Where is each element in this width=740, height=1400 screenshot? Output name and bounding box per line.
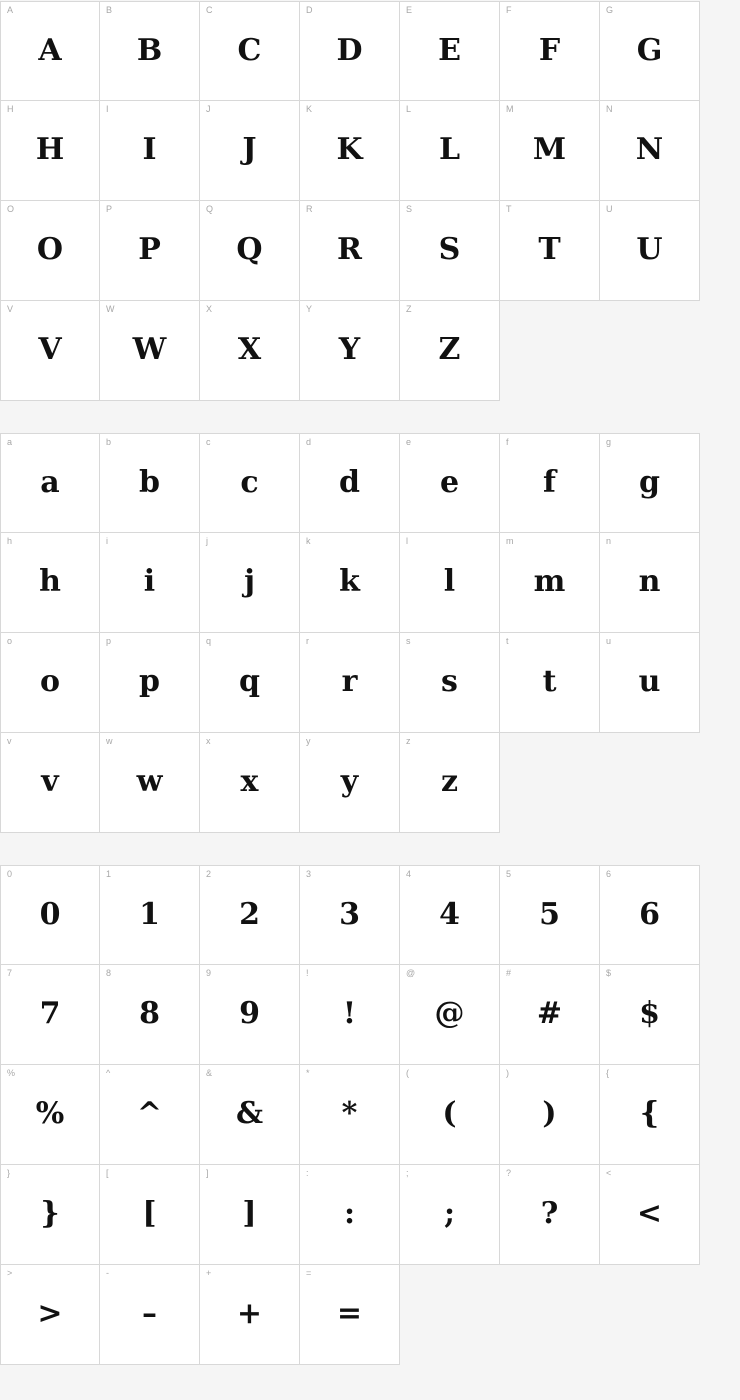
glyph-code-label: Z [406, 304, 412, 314]
glyph-character: W [132, 332, 167, 367]
glyph-character: m [533, 564, 566, 599]
glyph-character: X [237, 332, 262, 367]
glyph-cell[interactable] [100, 733, 200, 833]
glyph-cell[interactable] [100, 865, 200, 965]
glyph-code-label: C [206, 5, 213, 15]
glyph-code-label: X [206, 304, 213, 314]
glyph-character: k [339, 564, 360, 599]
glyph-character: ; [443, 1196, 456, 1231]
glyph-cell[interactable] [300, 301, 400, 401]
glyph-code-label: ! [306, 968, 309, 978]
glyph-code-label: ; [406, 1168, 409, 1178]
glyph-code-label: x [206, 736, 211, 746]
glyph-character: T [538, 232, 561, 267]
glyph-code-label: n [606, 536, 612, 546]
glyph-cell[interactable] [400, 633, 500, 733]
glyph-cell[interactable] [500, 865, 600, 965]
glyph-code-label: # [506, 968, 512, 978]
glyph-code-label: y [306, 736, 311, 746]
glyph-character: ? [540, 1196, 559, 1231]
glyph-character: ( [442, 1096, 457, 1131]
glyph-cell[interactable] [300, 101, 400, 201]
glyph-cell[interactable] [400, 201, 500, 301]
glyph-code-label: u [606, 636, 612, 646]
glyph-code-label: G [606, 5, 614, 15]
glyph-cell[interactable] [500, 1165, 600, 1265]
glyph-cell[interactable] [0, 1165, 100, 1265]
glyph-code-label: 7 [7, 968, 13, 978]
glyph-cell[interactable] [300, 533, 400, 633]
glyph-character: Y [338, 332, 361, 367]
glyph-character: 3 [339, 896, 360, 932]
glyph-character: L [438, 132, 461, 167]
glyph-code-label: 6 [606, 869, 612, 879]
glyph-cell[interactable] [400, 1065, 500, 1165]
glyph-code-label: I [106, 104, 109, 114]
glyph-cell[interactable] [300, 733, 400, 833]
glyph-character: { [639, 1096, 660, 1131]
glyph-code-label: < [606, 1168, 612, 1178]
glyph-character: ] [242, 1196, 257, 1231]
glyph-character: F [538, 32, 561, 68]
glyph-character: Z [438, 332, 461, 367]
glyph-code-label: { [606, 1068, 610, 1078]
glyph-code-label: w [106, 736, 113, 746]
glyph-character: $ [639, 996, 660, 1031]
glyph-character: x [240, 764, 259, 799]
glyph-code-label: F [506, 5, 512, 15]
glyph-character: l [443, 564, 456, 599]
glyph-code-label: z [406, 736, 411, 746]
glyph-character: # [536, 996, 563, 1031]
glyph-cell[interactable] [400, 301, 500, 401]
glyph-character: 9 [239, 996, 260, 1031]
glyph-cell[interactable] [200, 533, 300, 633]
glyph-cell[interactable] [300, 1265, 400, 1365]
glyph-code-label: ? [506, 1168, 512, 1178]
glyph-character: w [136, 764, 163, 799]
glyph-cell[interactable] [200, 965, 300, 1065]
glyph-cell[interactable] [100, 201, 200, 301]
glyph-code-label: D [306, 5, 313, 15]
glyph-cell[interactable] [0, 433, 100, 533]
glyph-character: R [337, 232, 362, 267]
glyph-character: – [142, 1296, 157, 1331]
glyph-cell[interactable] [300, 201, 400, 301]
glyph-code-label: - [106, 1268, 109, 1278]
glyph-character: G [636, 32, 663, 68]
glyph-character: 0 [39, 896, 61, 932]
glyph-cell[interactable] [0, 733, 100, 833]
glyph-code-label: Q [206, 204, 214, 214]
symbols-glyph-grid [0, 865, 740, 1365]
glyph-code-label: L [406, 104, 412, 114]
glyph-character: g [639, 464, 660, 500]
glyph-code-label: 8 [106, 968, 112, 978]
glyph-cell[interactable] [400, 865, 500, 965]
glyph-cell[interactable] [100, 1265, 200, 1365]
lowercase-glyph-grid [0, 433, 740, 833]
glyph-cell[interactable] [200, 1, 300, 101]
glyph-character: : [343, 1196, 356, 1231]
glyph-character: 4 [439, 896, 460, 932]
glyph-code-label: + [206, 1268, 212, 1278]
glyph-cell[interactable] [300, 965, 400, 1065]
glyph-code-label: d [306, 437, 312, 447]
glyph-code-label: & [206, 1068, 213, 1078]
glyph-cell[interactable] [500, 1065, 600, 1165]
glyph-code-label: W [106, 304, 115, 314]
glyph-code-label: m [506, 536, 514, 546]
glyph-code-label: Y [306, 304, 313, 314]
glyph-code-label: P [106, 204, 113, 214]
glyph-cell[interactable] [100, 1, 200, 101]
glyph-code-label: r [306, 636, 309, 646]
glyph-cell[interactable] [600, 433, 700, 533]
glyph-character: i [143, 564, 156, 599]
glyph-code-label: o [7, 636, 13, 646]
glyph-cell[interactable] [200, 301, 300, 401]
glyph-cell[interactable] [600, 965, 700, 1065]
glyph-code-label: g [606, 437, 612, 447]
glyph-code-label: H [7, 104, 14, 114]
glyph-character: > [37, 1296, 63, 1331]
glyph-character: a [40, 464, 60, 500]
glyph-character: I [142, 132, 157, 167]
glyph-code-label: R [306, 204, 313, 214]
glyph-character: B [136, 32, 163, 68]
glyph-cell[interactable] [300, 1165, 400, 1265]
glyph-cell[interactable] [400, 733, 500, 833]
glyph-character: O [36, 232, 64, 267]
glyph-cell[interactable] [0, 965, 100, 1065]
glyph-character: q [239, 664, 260, 699]
glyph-character: P [138, 232, 161, 267]
glyph-character: E [438, 32, 461, 68]
glyph-character: u [638, 664, 661, 699]
glyph-code-label: B [106, 5, 113, 15]
glyph-character: % [35, 1096, 65, 1131]
glyph-cell[interactable] [100, 965, 200, 1065]
glyph-code-label: O [7, 204, 15, 214]
glyph-character: S [438, 232, 461, 267]
glyph-cell[interactable] [0, 301, 100, 401]
glyph-character: h [39, 564, 61, 599]
glyph-code-label: 5 [506, 869, 512, 879]
glyph-character: & [235, 1096, 264, 1131]
glyph-cell[interactable] [200, 201, 300, 301]
glyph-character: 5 [539, 896, 560, 932]
glyph-cell[interactable] [600, 1165, 700, 1265]
glyph-code-label: b [106, 437, 112, 447]
glyph-cell[interactable] [600, 1065, 700, 1165]
glyph-code-label: ) [506, 1068, 509, 1078]
glyph-cell[interactable] [200, 433, 300, 533]
glyph-code-label: h [7, 536, 13, 546]
glyph-character: y [340, 764, 359, 799]
glyph-cell[interactable] [200, 865, 300, 965]
glyph-cell[interactable] [100, 101, 200, 201]
glyph-character: D [336, 32, 363, 68]
glyph-code-label: ( [406, 1068, 409, 1078]
glyph-code-label: c [206, 437, 211, 447]
glyph-cell[interactable] [0, 865, 100, 965]
glyph-code-label: N [606, 104, 613, 114]
glyph-character: V [38, 332, 62, 367]
glyph-cell[interactable] [400, 433, 500, 533]
glyph-character: H [35, 132, 65, 167]
glyph-character: = [336, 1296, 363, 1331]
glyph-cell[interactable] [600, 1, 700, 101]
uppercase-glyph-grid [0, 1, 740, 401]
glyph-code-label: A [7, 5, 14, 15]
glyph-code-label: e [406, 437, 412, 447]
glyph-cell[interactable] [300, 433, 400, 533]
glyph-cell[interactable] [400, 1165, 500, 1265]
glyph-code-label: 4 [406, 869, 412, 879]
glyph-character: o [39, 664, 60, 699]
glyph-cell[interactable] [300, 633, 400, 733]
glyph-character: c [240, 464, 259, 500]
glyph-character: C [237, 32, 262, 68]
glyph-code-label: = [306, 1268, 312, 1278]
glyph-code-label: 0 [7, 869, 13, 879]
glyph-code-label: % [7, 1068, 16, 1078]
glyph-cell[interactable] [100, 533, 200, 633]
glyph-code-label: k [306, 536, 311, 546]
glyph-character: ^ [136, 1096, 163, 1131]
glyph-character: A [38, 32, 62, 68]
glyph-code-label: V [7, 304, 14, 314]
glyph-character: ) [542, 1096, 557, 1131]
glyph-cell[interactable] [500, 101, 600, 201]
glyph-cell[interactable] [300, 1065, 400, 1165]
glyph-cell[interactable] [0, 201, 100, 301]
glyph-cell[interactable] [200, 733, 300, 833]
glyph-character: 2 [239, 896, 260, 932]
glyph-code-label: ^ [106, 1068, 111, 1078]
glyph-cell[interactable] [400, 965, 500, 1065]
glyph-code-label: t [506, 636, 509, 646]
glyph-code-label: s [406, 636, 411, 646]
glyph-character: f [543, 464, 556, 500]
glyph-code-label: 9 [206, 968, 212, 978]
symbols-glyph-section [0, 865, 740, 1365]
glyph-code-label: f [506, 437, 509, 447]
glyph-character: t [542, 664, 557, 699]
glyph-cell[interactable] [600, 201, 700, 301]
glyph-code-label: * [306, 1068, 310, 1078]
glyph-code-label: a [7, 437, 13, 447]
glyph-code-label: S [406, 204, 413, 214]
glyph-character: * [341, 1096, 358, 1131]
glyph-cell[interactable] [100, 1165, 200, 1265]
glyph-character: } [40, 1196, 60, 1231]
glyph-cell[interactable] [100, 301, 200, 401]
glyph-cell[interactable] [200, 1065, 300, 1165]
glyph-cell[interactable] [600, 633, 700, 733]
glyph-character: [ [142, 1196, 157, 1231]
glyph-code-label: E [406, 5, 413, 15]
lowercase-glyph-section [0, 433, 740, 833]
glyph-character: j [244, 564, 255, 599]
glyph-cell[interactable] [100, 433, 200, 533]
glyph-cell[interactable] [600, 101, 700, 201]
glyph-code-label: : [306, 1168, 309, 1178]
glyph-code-label: 2 [206, 869, 212, 879]
glyph-character: 8 [139, 996, 160, 1031]
glyph-cell[interactable] [500, 633, 600, 733]
glyph-character: v [41, 764, 59, 799]
glyph-code-label: } [7, 1168, 11, 1178]
glyph-character: b [139, 464, 160, 500]
glyph-character: e [439, 464, 460, 500]
glyph-code-label: q [206, 636, 212, 646]
glyph-cell[interactable] [400, 101, 500, 201]
glyph-character: N [635, 132, 664, 167]
glyph-cell[interactable] [500, 201, 600, 301]
glyph-cell[interactable] [200, 633, 300, 733]
glyph-character: < [636, 1196, 663, 1231]
glyph-code-label: i [106, 536, 108, 546]
glyph-character: M [532, 132, 567, 167]
glyph-cell[interactable] [500, 533, 600, 633]
glyph-character: 1 [139, 896, 160, 932]
glyph-cell[interactable] [0, 633, 100, 733]
glyph-cell[interactable] [600, 865, 700, 965]
glyph-cell[interactable] [0, 101, 100, 201]
glyph-cell[interactable] [0, 1, 100, 101]
glyph-code-label: U [606, 204, 613, 214]
glyph-code-label: p [106, 636, 112, 646]
glyph-character: z [440, 764, 459, 799]
glyph-code-label: [ [106, 1168, 109, 1178]
glyph-character: K [336, 132, 363, 167]
glyph-character: J [242, 132, 257, 167]
glyph-cell[interactable] [600, 533, 700, 633]
glyph-code-label: @ [406, 968, 416, 978]
glyph-character: Q [236, 232, 263, 267]
glyph-code-label: T [506, 204, 512, 214]
glyph-character: U [636, 232, 663, 267]
uppercase-glyph-section [0, 0, 740, 401]
glyph-cell[interactable] [500, 1, 600, 101]
glyph-cell[interactable] [100, 1065, 200, 1165]
glyph-character: 6 [639, 896, 660, 932]
glyph-character: @ [434, 996, 465, 1031]
glyph-cell[interactable] [100, 633, 200, 733]
glyph-code-label: 3 [306, 869, 312, 879]
glyph-character: d [339, 464, 360, 500]
glyph-cell[interactable] [500, 965, 600, 1065]
section-divider-1 [0, 401, 740, 433]
glyph-character: 7 [39, 996, 61, 1031]
glyph-character: ! [342, 996, 357, 1031]
glyph-cell[interactable] [400, 533, 500, 633]
glyph-code-label: K [306, 104, 313, 114]
glyph-character: r [341, 664, 358, 699]
glyph-code-label: j [206, 536, 208, 546]
glyph-cell[interactable] [400, 1, 500, 101]
glyph-cell[interactable] [500, 433, 600, 533]
glyph-code-label: > [7, 1268, 13, 1278]
glyph-cell[interactable] [300, 865, 400, 965]
glyph-character: + [236, 1296, 263, 1331]
glyph-character: n [638, 564, 661, 599]
glyph-cell[interactable] [0, 1065, 100, 1165]
glyph-code-label: $ [606, 968, 612, 978]
glyph-character: p [139, 664, 160, 699]
glyph-cell[interactable] [200, 101, 300, 201]
glyph-code-label: 1 [106, 869, 112, 879]
glyph-cell[interactable] [0, 533, 100, 633]
glyph-code-label: v [7, 736, 12, 746]
glyph-cell[interactable] [200, 1265, 300, 1365]
glyph-code-label: ] [206, 1168, 209, 1178]
section-divider-2 [0, 833, 740, 865]
glyph-cell[interactable] [200, 1165, 300, 1265]
glyph-cell[interactable] [0, 1265, 100, 1365]
glyph-code-label: l [406, 536, 408, 546]
glyph-cell[interactable] [300, 1, 400, 101]
glyph-code-label: M [506, 104, 514, 114]
glyph-character: s [441, 664, 458, 699]
glyph-code-label: J [206, 104, 211, 114]
